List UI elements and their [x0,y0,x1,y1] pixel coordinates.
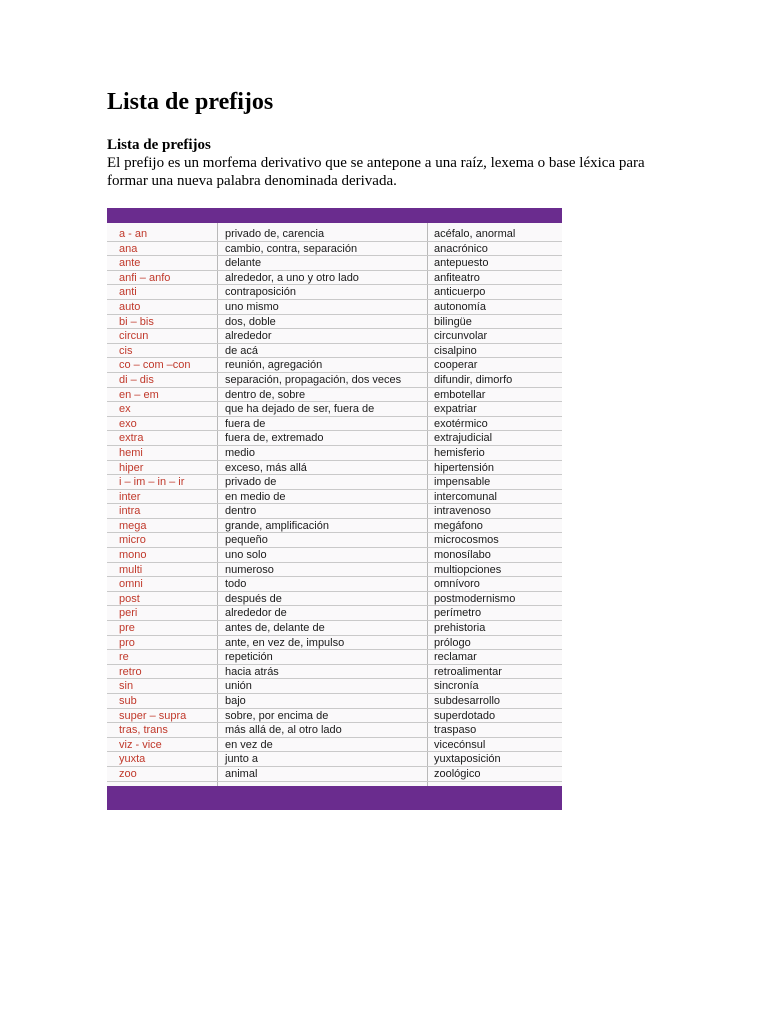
table-row [107,242,562,257]
prefix-cell: micro [119,534,146,547]
example-cell: difundir, dimorfo [434,373,513,386]
table-row [107,504,562,519]
example-cell: vicecónsul [434,738,486,751]
section-title: Lista de prefijos [107,137,211,153]
table-row [107,271,562,286]
prefix-cell: tras, trans [119,724,168,737]
example-cell: embotellar [434,388,486,401]
example-cell: postmodernismo [434,592,516,605]
table-row [107,606,562,621]
example-cell: anacrónico [434,242,488,255]
table-row [107,679,562,694]
example-cell: traspaso [434,724,477,737]
prefix-cell: re [119,651,129,664]
prefix-cell: hemi [119,446,143,459]
prefix-cell: super – supra [119,709,187,722]
meaning-cell: repetición [225,651,273,664]
example-cell: prólogo [434,636,471,649]
example-cell: acéfalo, anormal [434,228,516,240]
prefix-cell: anfi – anfo [119,271,171,284]
table-row [107,490,562,505]
prefix-cell: ante [119,257,141,270]
prefix-cell: sub [119,695,137,707]
prefix-cell: cis [119,344,133,357]
meaning-cell: numeroso [225,563,274,576]
example-cell: expatriar [434,403,477,416]
meaning-cell: animal [225,767,258,780]
prefix-cell: hiper [119,461,144,474]
prefix-cell: omni [119,578,143,591]
table-row [107,636,562,651]
table-header-band [107,208,562,223]
example-cell: autonomía [434,300,486,313]
table-row [107,373,562,388]
meaning-cell: alrededor [225,330,272,343]
meaning-cell: todo [225,578,247,591]
example-cell: yuxtaposición [434,753,501,766]
prefix-cell: pre [119,622,135,635]
table-row [107,650,562,665]
meaning-cell: delante [225,257,262,270]
meaning-cell: más allá de, al otro lado [225,724,342,737]
meaning-cell: privado de [225,476,277,489]
table-row [107,402,562,417]
table-row [107,592,562,607]
example-cell: reclamar [434,651,477,664]
meaning-cell: cambio, contra, separación [225,242,358,255]
meaning-cell: uno solo [225,549,267,562]
meaning-cell: después de [225,592,282,605]
table-row [107,256,562,271]
prefix-cell: a - an [119,228,148,240]
meaning-cell: dentro de, sobre [225,388,306,401]
intro-paragraph: El prefijo es un morfema derivativo que se antepone a una raíz, lexema o base léxica para formar una nueva palabra denominada derivada. [107,155,645,189]
meaning-cell: medio [225,446,255,459]
prefix-cell: co – com –con [119,359,191,372]
table-row [107,709,562,724]
prefix-cell: ex [119,403,131,416]
table-row [107,446,562,461]
prefix-cell: peri [119,607,138,620]
meaning-cell: reunión, agregación [225,359,323,372]
prefix-cell: intra [119,505,141,518]
table-row [107,694,562,709]
table-row [107,461,562,476]
example-cell: subdesarrollo [434,695,501,707]
meaning-cell: en medio de [225,490,286,503]
prefix-cell: auto [119,300,141,313]
meaning-cell: privado de, carencia [225,228,325,240]
prefix-cell: mega [119,519,147,532]
prefix-cell: inter [119,490,141,503]
meaning-cell: de acá [225,344,259,357]
prefix-cell: en – em [119,388,159,401]
example-cell: anticuerpo [434,286,486,299]
table-row [107,577,562,592]
example-cell: zoológico [434,767,481,780]
example-cell: exotérmico [434,417,488,430]
example-cell: intravenoso [434,505,491,518]
example-cell: perímetro [434,607,482,620]
example-cell: hipertensión [434,461,494,474]
example-cell: microcosmos [434,534,499,547]
meaning-cell: pequeño [225,534,268,547]
example-cell: extrajudicial [434,432,493,445]
table-row [107,548,562,563]
meaning-cell: unión [225,680,252,693]
table-row [107,388,562,403]
example-cell: megáfono [434,519,483,532]
meaning-cell: contraposición [225,286,296,299]
meaning-cell: alrededor, a uno y otro lado [225,271,359,284]
example-cell: sincronía [434,680,479,693]
table-rows [107,227,562,782]
example-cell: antepuesto [434,257,489,270]
table-row [107,767,562,782]
example-cell: cooperar [434,359,478,372]
table-row [107,329,562,344]
table-row [107,752,562,767]
prefix-cell: zoo [119,767,137,780]
meaning-cell: fuera de [225,417,266,430]
meaning-cell: exceso, más allá [225,461,307,474]
table-row [107,519,562,534]
example-cell: retroalimentar [434,665,502,678]
table-footer-band [107,786,562,810]
table-row [107,665,562,680]
prefix-table-figure [107,208,562,810]
table-row [107,285,562,300]
table-row [107,300,562,315]
prefix-cell: circun [119,330,149,343]
table-row [107,431,562,446]
example-cell: intercomunal [434,490,497,503]
page-title: Lista de prefijos [107,89,274,115]
meaning-cell: junto a [225,753,259,766]
meaning-cell: en vez de [225,738,273,751]
meaning-cell: hacia atrás [225,665,279,678]
meaning-cell: ante, en vez de, impulso [225,636,345,649]
meaning-cell: alrededor de [225,607,287,620]
meaning-cell: dentro [225,505,257,518]
prefix-cell: mono [119,549,147,562]
meaning-cell: bajo [225,695,246,707]
example-cell: monosílabo [434,549,491,562]
table-row [107,475,562,490]
example-cell: circunvolar [434,330,488,343]
table-row [107,563,562,578]
example-cell: superdotado [434,709,496,722]
table-row [107,533,562,548]
table-row [107,417,562,432]
prefix-cell: exo [119,417,137,430]
table-row [107,227,562,242]
meaning-cell: separación, propagación, dos veces [225,373,402,386]
meaning-cell: fuera de, extremado [225,432,324,445]
prefix-cell: yuxta [119,753,146,766]
table-row [107,315,562,330]
prefix-cell: viz - vice [119,738,162,751]
example-cell: impensable [434,476,491,489]
example-cell: anfiteatro [434,271,480,284]
table-row [107,738,562,753]
prefix-cell: post [119,592,140,605]
prefix-cell: multi [119,563,143,576]
prefix-cell: retro [119,665,142,678]
example-cell: multiopciones [434,563,502,576]
table-row [107,621,562,636]
example-cell: hemisferio [434,446,485,459]
prefix-cell: i – im – in – ir [119,476,185,489]
meaning-cell: grande, amplificación [225,519,329,532]
meaning-cell: dos, doble [225,315,276,328]
example-cell: prehistoria [434,622,486,635]
meaning-cell: antes de, delante de [225,622,325,635]
prefix-cell: bi – bis [119,315,154,328]
meaning-cell: uno mismo [225,300,279,313]
prefix-cell: ana [119,242,138,255]
prefix-cell: pro [119,636,135,649]
example-cell: bilingüe [434,315,472,328]
table-row [107,723,562,738]
prefix-cell: sin [119,680,134,693]
example-cell: cisalpino [434,344,477,357]
prefix-cell: extra [119,432,144,445]
table-row [107,358,562,373]
meaning-cell: sobre, por encima de [225,709,329,722]
prefix-cell: di – dis [119,373,154,386]
table-row [107,344,562,359]
meaning-cell: que ha dejado de ser, fuera de [225,403,375,416]
prefix-cell: anti [119,286,137,299]
example-cell: omnívoro [434,578,480,591]
